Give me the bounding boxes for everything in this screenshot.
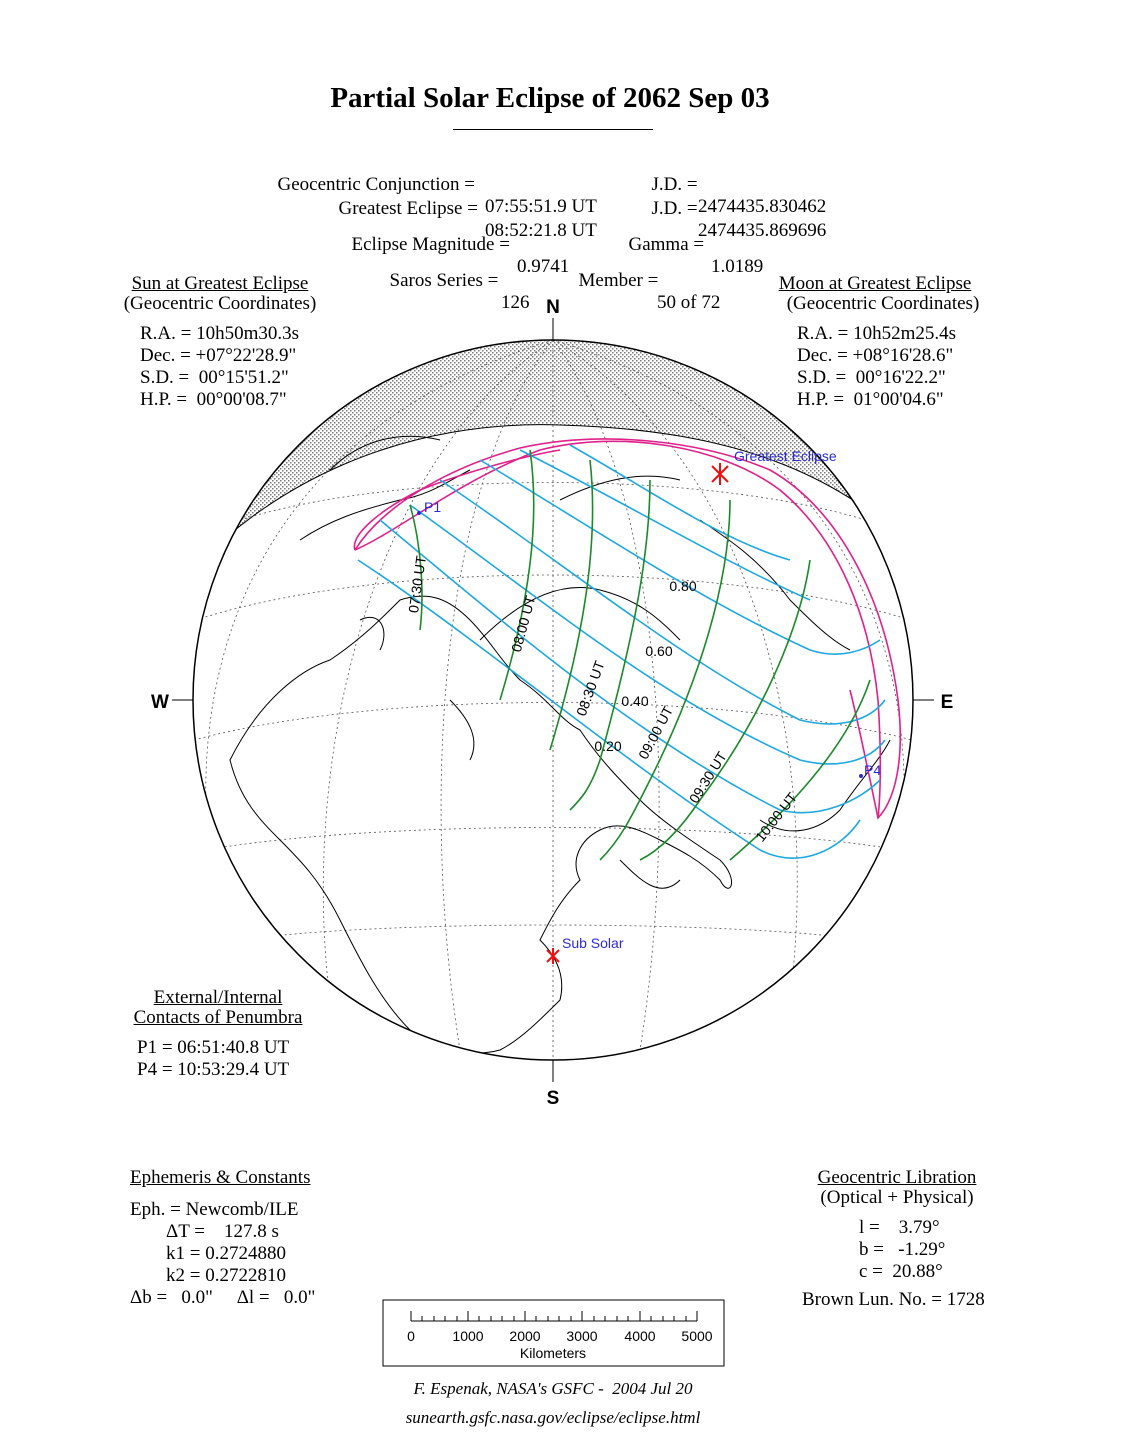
ephemeris-k1: k1 = 0.2724880	[166, 1243, 286, 1264]
mag-label: Eclipse Magnitude =	[351, 234, 510, 255]
scale-tick-5000: 5000	[681, 1328, 713, 1344]
contact-p1: P1 = 06:51:40.8 UT	[137, 1037, 290, 1058]
sun-hp: H.P. = 00°00'08.7"	[140, 389, 287, 410]
libration-c: c = 20.88°	[859, 1261, 943, 1282]
gamma-value: 1.0189	[711, 256, 764, 277]
greatest-eclipse-marker	[712, 463, 728, 485]
penumbra-limit-north	[354, 450, 560, 550]
ephemeris-dt: ΔT = 127.8 s	[166, 1221, 279, 1242]
sun-heading: Sun at Greatest Eclipse	[131, 273, 309, 294]
coastlines	[230, 436, 890, 1053]
ephemeris-heading: Ephemeris & Constants	[130, 1167, 311, 1188]
scale-tick-4000: 4000	[624, 1328, 656, 1344]
contacts-heading-2: Contacts of Penumbra	[133, 1007, 303, 1028]
penumbra-limit-outer	[355, 439, 900, 818]
sun-sd: S.D. = 00°15'51.2"	[140, 367, 289, 388]
conj-label: Geocentric Conjunction =	[277, 174, 475, 195]
saros-label: Saros Series =	[389, 270, 499, 291]
footer-credit: F. Espenak, NASA's GSFC - 2004 Jul 20	[413, 1379, 693, 1398]
moon-ra: R.A. = 10h52m25.4s	[797, 323, 957, 344]
moon-sd: S.D. = 00°16'22.2"	[797, 367, 946, 388]
libration-b: b = -1.29°	[859, 1239, 946, 1260]
magnitude-label-020: 0.20	[594, 738, 622, 754]
gamma-label: Gamma =	[628, 234, 705, 255]
sub-solar-marker	[547, 948, 559, 964]
time-label-0900: 09:00 UT	[635, 703, 677, 762]
sun-ra: R.A. = 10h50m30.3s	[140, 323, 300, 344]
scale-tick-0: 0	[407, 1328, 415, 1344]
scale-unit: Kilometers	[519, 1345, 587, 1361]
ge-label: Greatest Eclipse =	[338, 198, 478, 219]
sun-dec: Dec. = +07°22'28.9"	[140, 345, 297, 366]
scale-tick-2000: 2000	[509, 1328, 541, 1344]
moon-subheading: (Geocentric Coordinates)	[786, 293, 980, 314]
ephemeris-db-dl: Δb = 0.0" Δl = 0.0"	[130, 1287, 316, 1308]
ephemeris-k2: k2 = 0.2722810	[166, 1265, 286, 1286]
penumbra-limits	[354, 439, 900, 818]
p1-point	[417, 511, 421, 515]
time-label-1000: 10:00 UT	[752, 789, 801, 845]
ephemeris-eph: Eph. = Newcomb/ILE	[130, 1199, 299, 1220]
footer-url: sunearth.gsfc.nasa.gov/eclipse/eclipse.html	[405, 1408, 701, 1427]
time-curves	[410, 450, 870, 860]
page-title: Partial Solar Eclipse of 2062 Sep 03	[330, 82, 770, 114]
greatest-eclipse-label: Greatest Eclipse	[734, 448, 837, 464]
p1-label: P1	[424, 499, 442, 515]
conj-jd: 2474435.830462	[698, 196, 827, 217]
time-label-0800: 08:00 UT	[507, 593, 539, 654]
libration-subheading: (Optical + Physical)	[820, 1187, 974, 1208]
ge-jd-label: J.D. =	[651, 198, 698, 219]
scale-ruler	[411, 1311, 697, 1321]
magnitude-label-060: 0.60	[645, 643, 673, 659]
conj-time: 07:55:51.9 UT	[485, 196, 597, 217]
contacts-heading-1: External/Internal	[153, 987, 283, 1008]
scale-tick-3000: 3000	[566, 1328, 598, 1344]
time-label-0730: 07:30 UT	[405, 554, 429, 614]
moon-hp: H.P. = 01°00'04.6"	[797, 389, 944, 410]
east-label: E	[940, 692, 954, 713]
magnitude-label-080: 0.80	[669, 578, 697, 594]
penumbra-limit-inner	[355, 441, 880, 818]
p4-label: P4	[864, 762, 882, 778]
moon-dec: Dec. = +08°16'28.6"	[797, 345, 954, 366]
saros-value: 126	[501, 292, 530, 313]
sub-solar-label: Sub Solar	[562, 935, 624, 951]
time-label-0930: 09:30 UT	[685, 748, 730, 807]
contact-p4: P4 = 10:53:29.4 UT	[137, 1059, 290, 1080]
sun-subheading: (Geocentric Coordinates)	[123, 293, 317, 314]
north-label: N	[546, 297, 560, 318]
moon-heading: Moon at Greatest Eclipse	[778, 273, 972, 294]
time-label-0830: 08:30 UT	[572, 658, 608, 719]
p4-point	[859, 774, 863, 778]
ge-time: 08:52:21.8 UT	[485, 220, 597, 241]
south-label: S	[546, 1088, 560, 1109]
magnitude-label-040: 0.40	[621, 693, 649, 709]
scale-tick-1000: 1000	[452, 1328, 484, 1344]
member-label: Member =	[578, 270, 659, 291]
libration-l: l = 3.79°	[859, 1217, 940, 1238]
west-label: W	[151, 692, 169, 713]
libration-brown: Brown Lun. No. = 1728	[802, 1289, 985, 1310]
libration-heading: Geocentric Libration	[817, 1167, 977, 1188]
mag-value: 0.9741	[517, 256, 570, 277]
ge-jd: 2474435.869696	[698, 220, 827, 241]
conj-jd-label: J.D. =	[651, 174, 698, 195]
night-region	[150, 300, 960, 620]
member-value: 50 of 72	[657, 292, 721, 313]
